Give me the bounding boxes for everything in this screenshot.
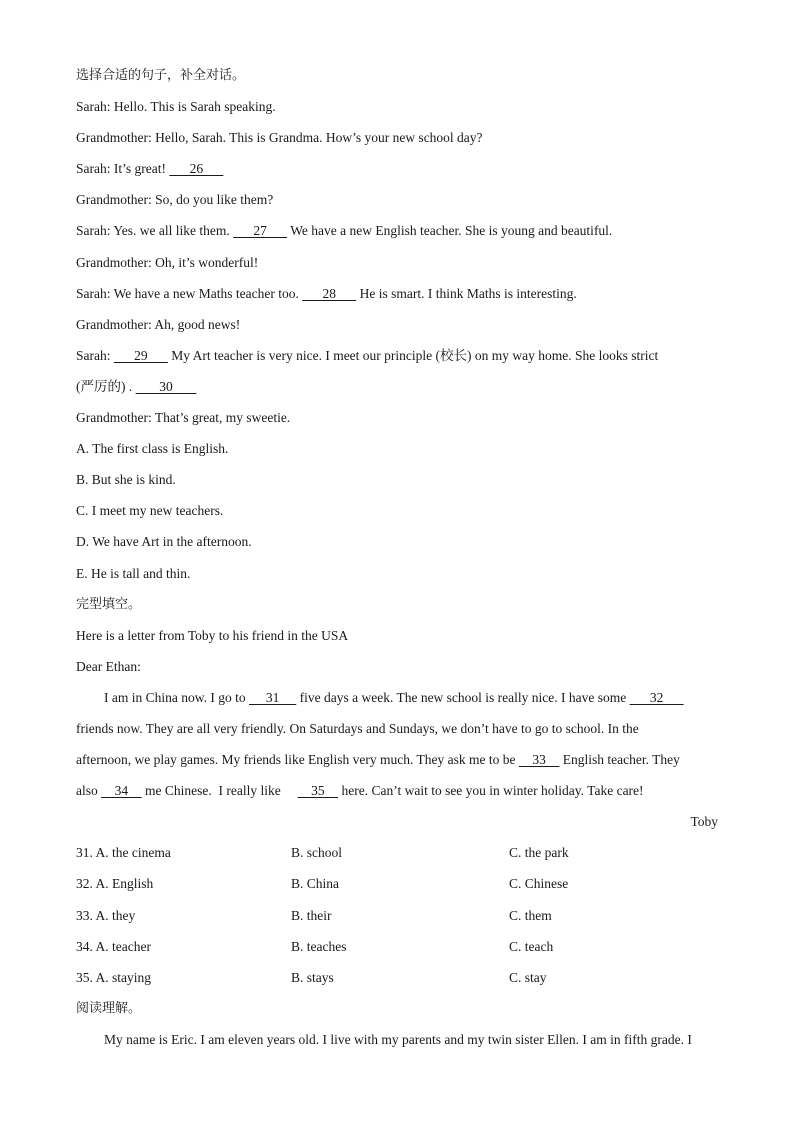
option-b: B. school bbox=[291, 845, 343, 861]
dialogue-line: Grandmother: Oh, it’s wonderful! bbox=[76, 254, 259, 270]
dialogue-option: C. I meet my new teachers. bbox=[76, 503, 224, 519]
dialogue-line: Grandmother: That’s great, my sweetie. bbox=[76, 410, 291, 426]
option-c: C. Chinese bbox=[509, 876, 569, 892]
blank-29: 29 bbox=[113, 347, 168, 363]
dialogue-instruction: 选择合适的句子，补全对话。 bbox=[76, 68, 246, 83]
blank-28: 28 bbox=[302, 285, 357, 301]
blank-26: 26 bbox=[169, 161, 224, 177]
dialogue-option: A. The first class is English. bbox=[76, 441, 229, 457]
dialogue-line: Sarah: 29 My Art teacher is very nice. I meet our principle (校长) on my way home. She looks strict bbox=[76, 347, 659, 363]
letter-line: friends now. They are all very friendly. On Saturdays and Sundays, we don’t have to go to school. In the bbox=[76, 720, 639, 736]
option-c: C. stay bbox=[509, 969, 547, 985]
option-a: 33. A. they bbox=[76, 907, 136, 923]
option-c: C. teach bbox=[509, 938, 554, 954]
dialogue-line: Sarah: Yes. we all like them. 27 We have a new English teacher. She is young and beautiful. bbox=[76, 223, 613, 239]
dialogue-line: Grandmother: So, do you like them? bbox=[76, 192, 274, 208]
reading-instruction: 阅读理解。 bbox=[76, 1000, 142, 1016]
question-row bbox=[76, 837, 718, 868]
option-b: B. stays bbox=[291, 969, 334, 985]
dialogue-option: B. But she is kind. bbox=[76, 472, 176, 488]
option-a: 32. A. English bbox=[76, 876, 154, 892]
question-row bbox=[76, 900, 718, 931]
dialogue-line: Grandmother: Ah, good news! bbox=[76, 316, 241, 332]
letter-line: also 34 me Chinese. I really like 35 here. Can’t wait to see you in winter holiday. Take care! bbox=[76, 783, 644, 799]
blank-32: 32 bbox=[629, 689, 684, 705]
blank-30: 30 bbox=[135, 378, 197, 394]
dialogue-option: D. We have Art in the afternoon. bbox=[76, 534, 252, 550]
option-a: 34. A. teacher bbox=[76, 938, 151, 954]
option-b: B. their bbox=[291, 907, 332, 923]
question-row bbox=[76, 931, 718, 962]
option-a: 35. A. staying bbox=[76, 969, 152, 985]
blank-34: 34 bbox=[101, 783, 142, 799]
letter-greeting: Dear Ethan: bbox=[76, 658, 141, 674]
option-a: 31. A. the cinema bbox=[76, 845, 171, 861]
dialogue-option: E. He is tall and thin. bbox=[76, 565, 191, 581]
dialogue-line: Sarah: We have a new Maths teacher too. 28 He is smart. I think Maths is interesting. bbox=[76, 285, 577, 301]
blank-31: 31 bbox=[248, 689, 297, 705]
cloze-instruction: 完型填空。 bbox=[76, 596, 142, 612]
letter-line: afternoon, we play games. My friends like English very much. They ask me to be 33 English teacher. They bbox=[76, 752, 680, 768]
cloze-intro: Here is a letter from Toby to his friend in the USA bbox=[76, 627, 349, 643]
question-row bbox=[76, 962, 718, 993]
option-b: B. China bbox=[291, 876, 340, 892]
option-b: B. teaches bbox=[291, 938, 347, 954]
dialogue-line: Grandmother: Hello, Sarah. This is Grandma. How’s your new school day? bbox=[76, 130, 483, 146]
blank-35: 35 bbox=[297, 783, 339, 799]
option-c: C. them bbox=[509, 907, 552, 923]
worksheet-page bbox=[76, 60, 718, 1055]
dialogue-line: Sarah: Hello. This is Sarah speaking. bbox=[76, 99, 276, 115]
blank-27: 27 bbox=[233, 223, 288, 239]
dialogue-line: (严厉的) . 30 bbox=[76, 378, 197, 394]
letter-signature: Toby bbox=[690, 814, 718, 830]
option-c: C. the park bbox=[509, 845, 569, 861]
dialogue-line: Sarah: It’s great! 26 bbox=[76, 161, 224, 177]
reading-line: My name is Eric. I am eleven years old. I live with my parents and my twin sister Ellen. I am in fifth grade. I bbox=[104, 1031, 692, 1047]
letter-line: I am in China now. I go to 31 five days a week. The new school is really nice. I have some 32 bbox=[104, 689, 684, 705]
blank-33: 33 bbox=[518, 752, 560, 768]
question-row bbox=[76, 868, 718, 899]
